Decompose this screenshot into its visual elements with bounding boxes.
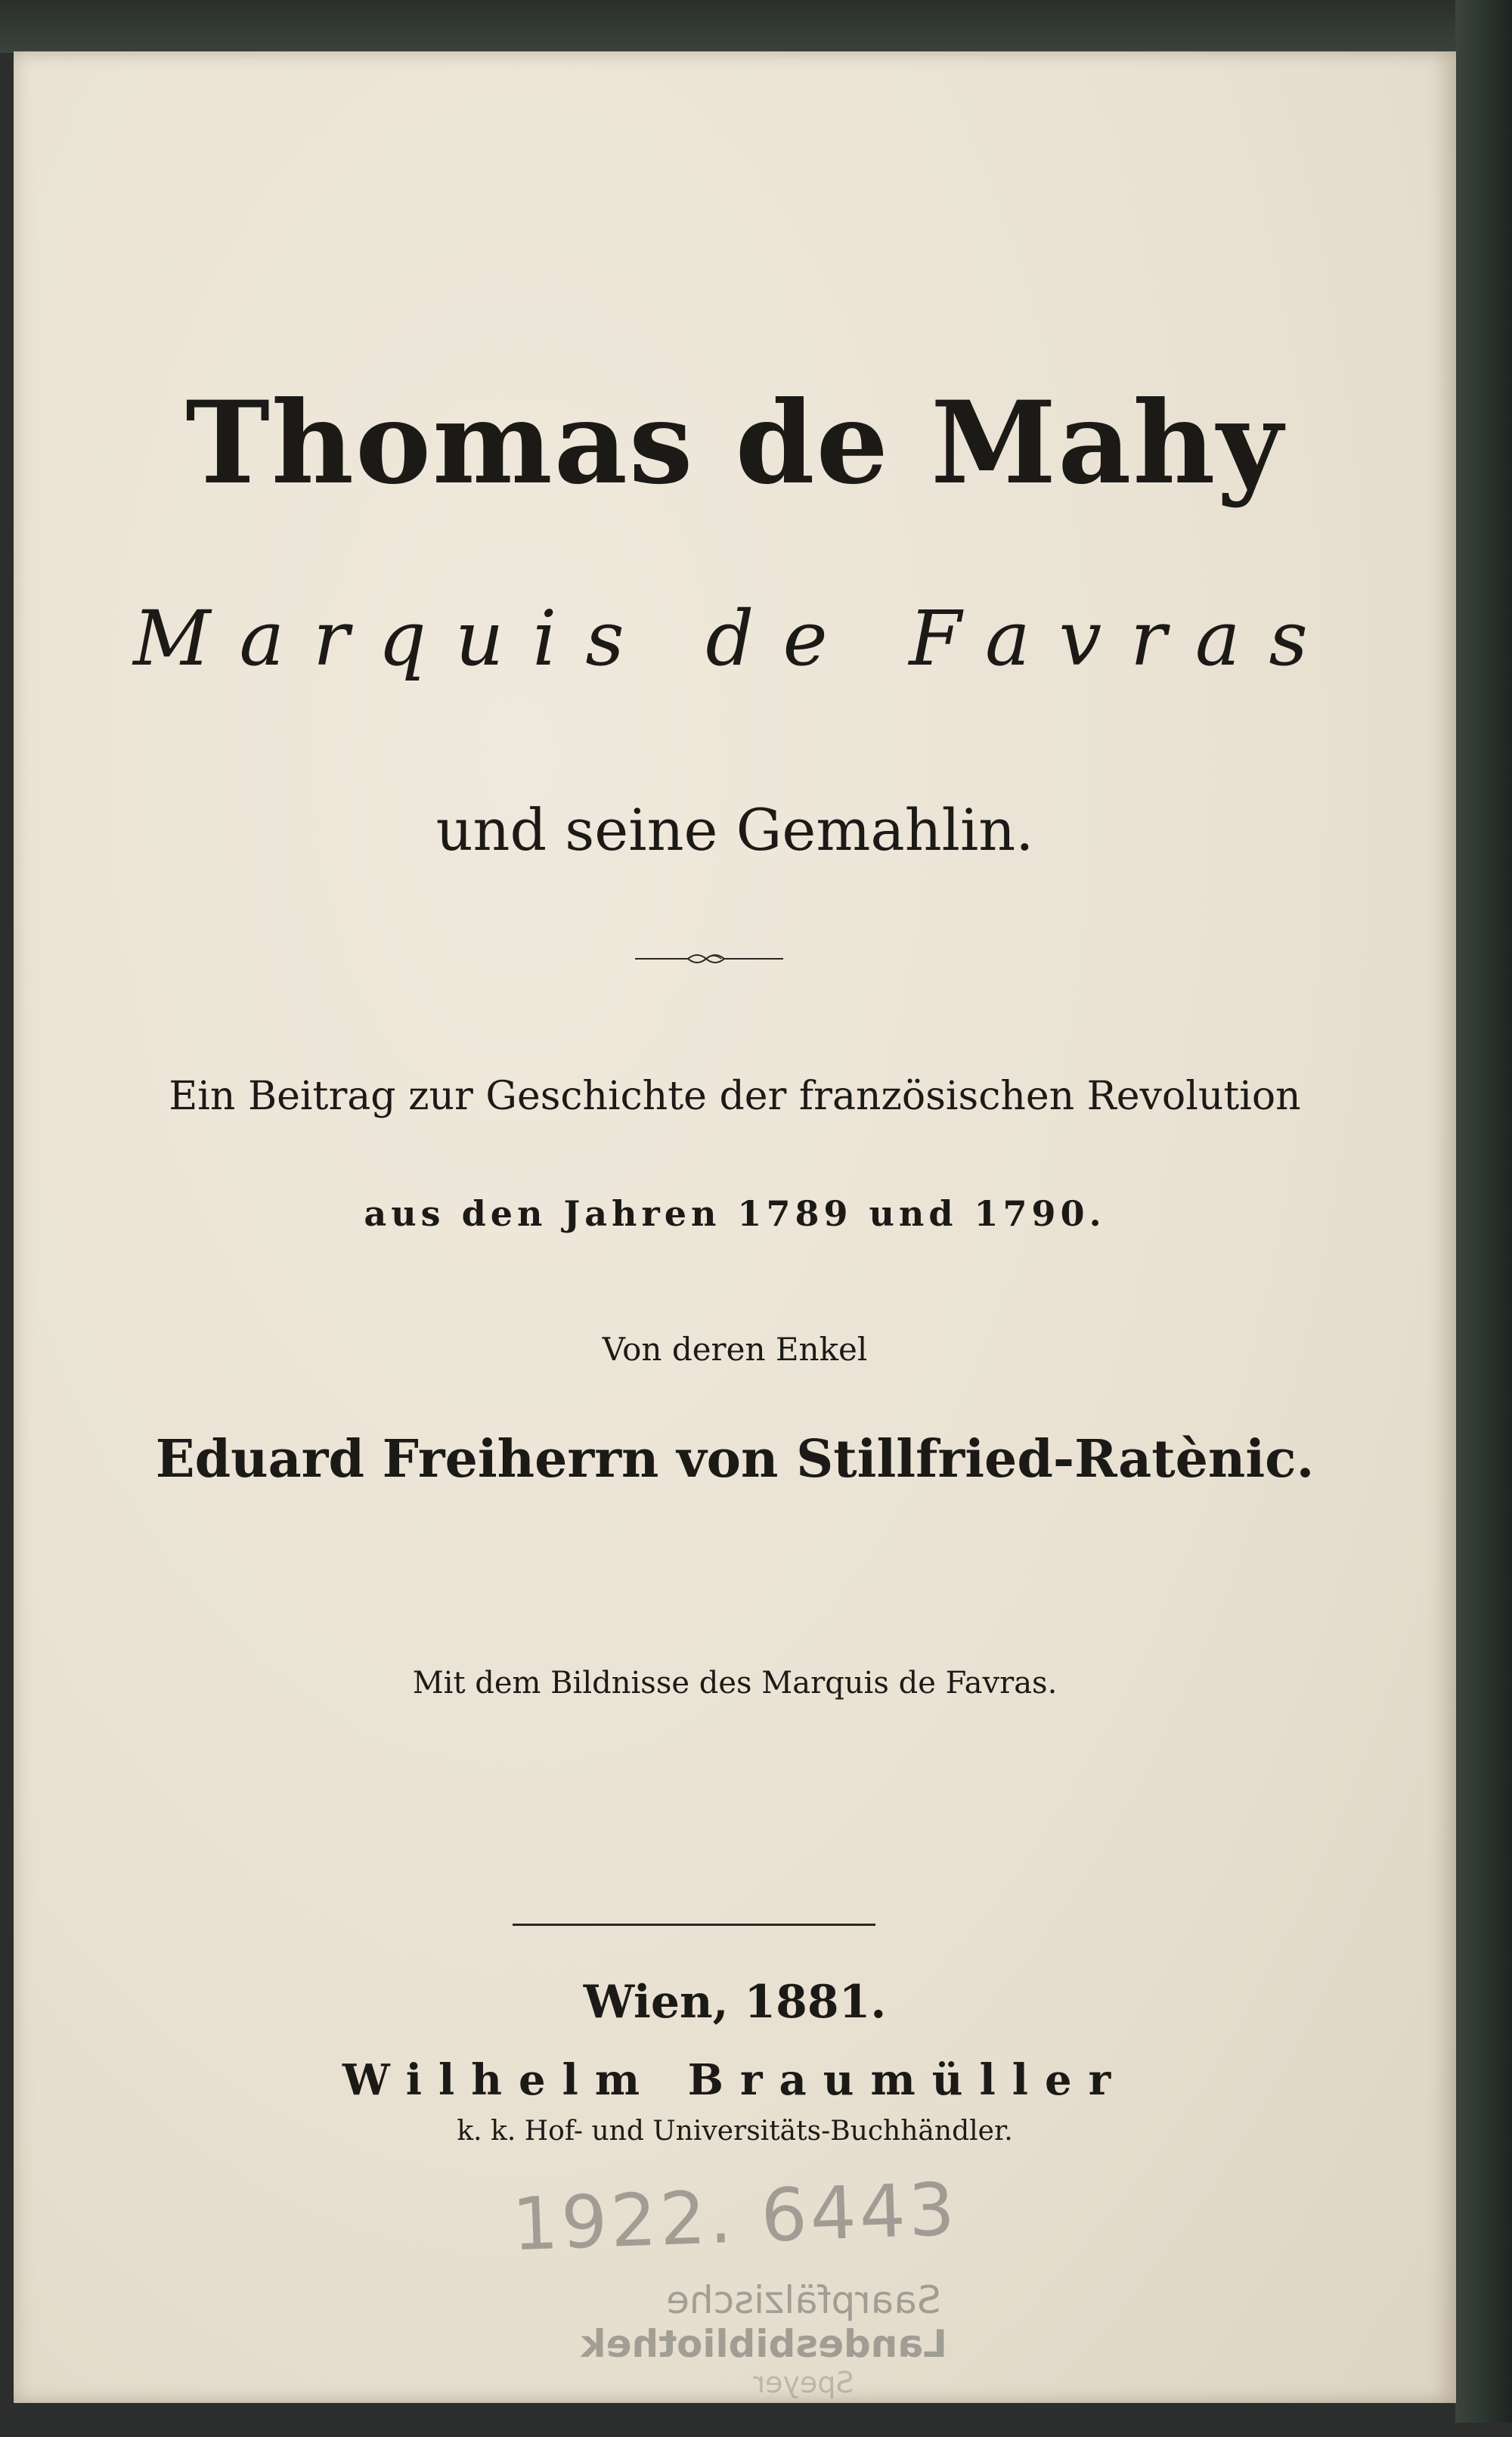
library-stamp bbox=[581, 2278, 947, 2437]
subtitle-line-2: aus den Jahren 1789 und 1790. bbox=[364, 1193, 1106, 1234]
portrait-note: Mit dem Bildnisse des Marquis de Favras. bbox=[412, 1666, 1058, 1701]
stamp-line-2: Landesbibliothek bbox=[581, 2322, 947, 2366]
handwritten-shelfmark: 1922. 6443 bbox=[510, 2166, 959, 2268]
title-page bbox=[14, 51, 1456, 2403]
author-name: Eduard Freiherrn von Stillfried-Ratènic. bbox=[155, 1429, 1315, 1490]
imprint-publisher-title: k. k. Hof- und Universitäts-Buchhändler. bbox=[457, 2116, 1013, 2147]
imprint-place-date: Wien, 1881. bbox=[583, 1976, 887, 2029]
stamp-line-1: Saarpfälzische bbox=[666, 2278, 941, 2322]
binding-right-edge bbox=[1455, 0, 1512, 2423]
title-line-3: und seine Gemahlin. bbox=[435, 796, 1034, 863]
title-line-1: Thomas de Mahy bbox=[185, 377, 1284, 510]
horizontal-rule bbox=[513, 1924, 875, 1926]
byline: Von deren Enkel bbox=[602, 1331, 868, 1368]
ornament-divider bbox=[635, 950, 783, 968]
imprint-publisher: Wilhelm Braumüller bbox=[342, 2055, 1128, 2105]
subtitle-line-1: Ein Beitrag zur Geschichte der französischen Revolution bbox=[169, 1074, 1301, 1119]
title-line-2: Marquis de Favras bbox=[133, 594, 1337, 683]
binding-top-edge bbox=[0, 0, 1512, 53]
stamp-line-3: Speyer bbox=[753, 2366, 854, 2399]
